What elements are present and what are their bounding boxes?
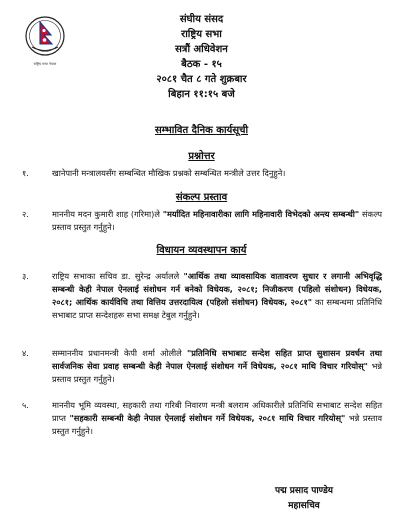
item-text: माननीय भूमि व्यवस्था, सहकारी तथा गरिबी निवारण मन्त्री बलराम अधिकारीले प्रतिनिधि सभाबाट सन्देश सहित प्राप्त "सहकारी सम्बन्धी केही नेपाल ऐनलाई संशोधन गर्ने विधेयक, २०८१ माथि विचार गरियोस्" भन्ने प्रस्ताव प्रस्तुत गर्नुहुने। [52, 400, 382, 436]
item-text: राष्ट्रिय सभाका सचिव डा. सुरेन्द्र अर्यालले "आर्थिक तथा व्यावसायिक वातावरण सुधार र लगानी अभिवृद्धि सम्बन्धी केही नेपाल ऐनलाई संशोधन गर्न बनेको विधेयक, २०८१; निजीकरण (पहिलो संशोधन) विधेयक, २०८१; आर्थिक कार्यविधि तथा वित्तिय उत्तरदायित्व (पहिलो संशोधन) विधेयक, २०८१" का सम्बन्धमा प्रतिनिधि सभाबाट प्राप्त सन्देशहरू सभा समक्ष टेबुल गर्नुहुने। [52, 271, 382, 320]
item-number: ३. [22, 271, 29, 281]
header-session: सत्रौं अधिवेशन [175, 44, 228, 55]
header-parliament: संघीय संसद [179, 14, 224, 25]
item-number: ४. [22, 348, 29, 358]
section-heading-question-answer: प्रश्नोत्तर [188, 151, 215, 162]
agenda-item [22, 167, 382, 180]
agenda-item [22, 399, 382, 438]
item-text: खानेपानी मन्त्रालयसँग सम्बन्धित मौखिक प्रश्नको सम्बन्धित मन्त्रीले उत्तर दिनुहुने। [52, 168, 286, 178]
agenda-title: सम्भावित दैनिक कार्यसूची [154, 125, 249, 136]
agenda-item [22, 208, 382, 234]
signature-block [275, 484, 333, 514]
signatory-name: पद्म प्रसाद पाण्डेय [274, 486, 333, 496]
item-text: माननीय मदन कुमारी शाह (गरिमा)ले "मर्यादित महिनावारीका लागि महिनावारी विभेदको अन्त्य सम्बन्धी" संकल्प प्रस्ताव प्रस्तुत गर्नुहुने। [52, 209, 383, 232]
emblem-caption: राष्ट्रिय सभा नेपाल [33, 62, 57, 66]
item-text: सम्माननीय प्रधानमन्त्री केपी शर्मा ओलीले "प्रतिनिधि सभाबाट सन्देश सहित प्राप्त सुशासन प्रवर्धन तथा सार्वजनिक सेवा प्रवाह सम्बन्धी केही नेपाल ऐनलाई संशोधन गर्ने विधेयक, २०८१ माथि विचार गरियोस्" भन्ने प्रस्ताव प्रस्तुत गर्नुहुने। [52, 348, 382, 384]
header-meeting-number: बैठक - १५ [181, 59, 222, 70]
item-number: २. [22, 209, 29, 219]
agenda-item [22, 347, 382, 386]
header-date: २०८१ चैत ८ गते शुक्रबार [156, 74, 247, 85]
section-heading-resolution: संकल्प प्रस्ताव [175, 192, 228, 203]
signatory-title: महासचिव [288, 501, 320, 511]
document-header [0, 12, 403, 102]
item-number: १. [22, 168, 29, 178]
agenda-item [22, 270, 382, 322]
header-time: बिहान ११:१५ बजे [168, 89, 235, 100]
item-number: ५. [22, 400, 29, 410]
section-heading-legislation: विधायन व्यवस्थापन कार्य [156, 245, 247, 256]
header-assembly: राष्ट्रिय सभा [181, 29, 222, 40]
